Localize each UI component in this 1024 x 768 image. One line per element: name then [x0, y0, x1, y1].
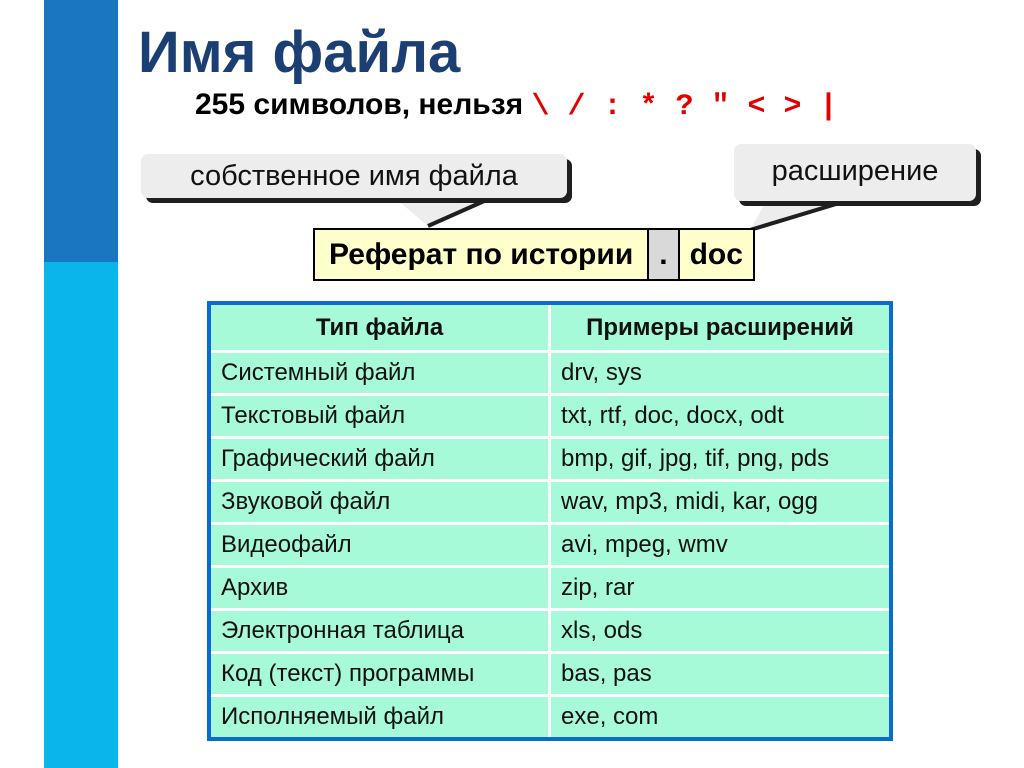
column-header-type: Тип файла [211, 305, 551, 353]
table-row [211, 697, 889, 737]
table-row [211, 654, 889, 697]
table-header-row [211, 305, 889, 353]
callout-own-name: собственное имя файла [141, 154, 567, 198]
extensions-cell: exe, com [561, 703, 659, 730]
example-filename [313, 228, 755, 281]
table-row [211, 482, 889, 525]
file-type-cell: Графический файл [211, 439, 551, 482]
table-row [211, 353, 889, 396]
file-type-cell: Системный файл [211, 353, 551, 396]
extensions-cell: wav, mp3, midi, kar, ogg [551, 482, 889, 525]
extensions-cell: xls, ods [551, 611, 889, 654]
extensions-cell: avi, mpeg, wmv [551, 525, 889, 568]
example-filename-dot: . [647, 230, 679, 279]
example-filename-extension: doc [689, 238, 743, 271]
column-header-extensions: Примеры расширений [551, 305, 889, 353]
callout-ext-pointer [744, 196, 864, 236]
extensions-cell: txt, rtf, doc, docx, odt [551, 396, 889, 439]
callout-own-pointer [380, 192, 510, 232]
example-filename-name: Реферат по истории [329, 238, 634, 271]
callout-extension: расширение [734, 144, 976, 201]
side-stripe-light [44, 262, 118, 768]
file-types-table [207, 301, 893, 741]
extensions-cell: zip, rar [551, 568, 889, 611]
file-type-cell: Текстовый файл [211, 396, 551, 439]
file-type-cell: Видеофайл [211, 525, 551, 568]
extensions-cell: bas, pas [551, 654, 889, 697]
file-type-cell: Электронная таблица [211, 611, 551, 654]
file-type-cell: Код (текст) программы [211, 654, 551, 697]
table-row [211, 439, 889, 482]
table-row [211, 568, 889, 611]
file-type-cell: Исполняемый файл [211, 697, 551, 737]
table-row [211, 525, 889, 568]
side-stripe-dark [44, 0, 118, 262]
extensions-cell: bmp, gif, jpg, tif, png, pds [551, 439, 889, 482]
forbidden-characters: \ / : * ? ″ < > | [531, 90, 838, 124]
extensions-cell: drv, sys [551, 353, 889, 396]
file-type-cell: Архив [211, 568, 551, 611]
filename-rule [195, 85, 838, 127]
filename-rule-text: 255 символов, нельзя [195, 88, 524, 121]
table-row [211, 396, 889, 439]
page-title: Имя файла [138, 20, 461, 85]
table-row [211, 611, 889, 654]
file-type-cell: Звуковой файл [211, 482, 551, 525]
